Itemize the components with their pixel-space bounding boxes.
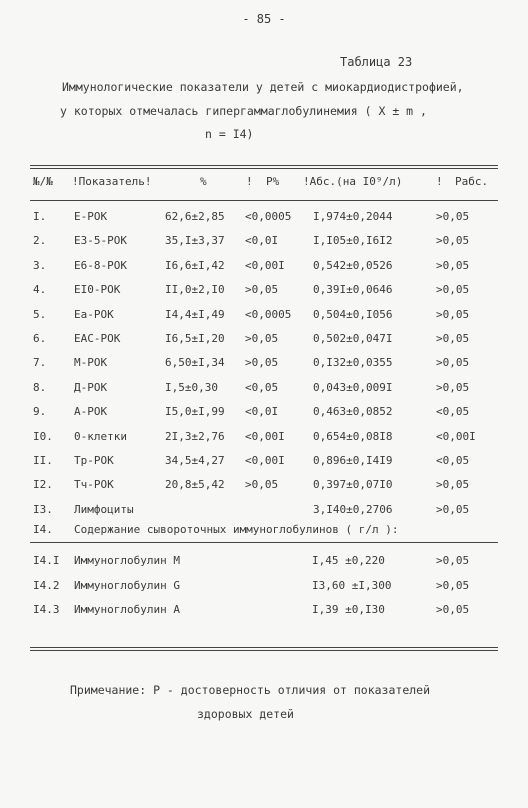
table-row xyxy=(0,356,528,372)
cell-abs: 0,39I±0,0646 xyxy=(313,283,393,297)
cell-pabs: <0,05 xyxy=(436,405,470,419)
table-row xyxy=(0,554,528,570)
table-top-rule-double xyxy=(30,168,498,169)
table-caption-line-2: у которых отмечалась гипергаммаглобулинемия ( X ± m , xyxy=(60,104,427,118)
header-separator: ! xyxy=(246,175,253,188)
cell-abs: I,45 ±0,220 xyxy=(312,554,385,567)
table-caption-line-3: n = I4) xyxy=(205,127,254,141)
cell-num: I0. xyxy=(33,429,53,443)
header-p-percent: P% xyxy=(266,175,280,188)
table-header-row xyxy=(0,175,528,191)
table-bottom-rule xyxy=(30,647,498,648)
cell-pabs: >0,05 xyxy=(436,356,470,370)
section-number: I4. xyxy=(33,523,53,536)
header-num: №/№ xyxy=(33,175,53,188)
table-row xyxy=(0,308,528,324)
cell-abs: 0,896±0,I4I9 xyxy=(313,454,393,467)
cell-p: <0,0I xyxy=(245,234,279,248)
page-number: - 85 - xyxy=(242,12,286,26)
cell-num: I4.I xyxy=(33,554,60,567)
cell-pabs: >0,05 xyxy=(436,283,470,297)
header-percent: % xyxy=(200,175,207,188)
table-bottom-rule-double xyxy=(30,650,498,651)
cell-pct: 34,5±4,27 xyxy=(165,454,225,467)
cell-name: Иммуноглобулин G xyxy=(74,578,180,592)
cell-name: А-РОК xyxy=(74,405,108,419)
cell-abs: I,39 ±0,I30 xyxy=(312,603,385,616)
header-name: !Показатель! xyxy=(72,175,152,188)
cell-num: 4. xyxy=(33,283,47,297)
cell-p: >0,05 xyxy=(245,356,279,370)
cell-abs: 0,I32±0,0355 xyxy=(313,356,393,370)
cell-abs: 0,542±0,0526 xyxy=(313,258,393,272)
table-row xyxy=(0,579,528,595)
cell-num: 6. xyxy=(33,332,47,345)
table-row xyxy=(0,603,528,619)
cell-pct: 20,8±5,42 xyxy=(165,478,225,492)
cell-pct: I6,6±I,42 xyxy=(165,258,225,272)
cell-p: <0,05 xyxy=(245,380,279,394)
cell-p: <0,00I xyxy=(245,429,285,443)
cell-num: 8. xyxy=(33,380,47,394)
cell-num: I. xyxy=(33,210,47,223)
table-row xyxy=(0,381,528,397)
cell-name: Е3-5-РОК xyxy=(74,234,127,248)
cell-pct: I6,5±I,20 xyxy=(165,332,225,345)
cell-num: 2. xyxy=(33,234,47,248)
cell-name: Д-РОК xyxy=(74,380,108,394)
cell-pct: I4,4±I,49 xyxy=(165,307,225,321)
cell-p: <0,0I xyxy=(245,405,279,419)
footnote-line-1: Примечание: Р - достоверность отличия от показателей xyxy=(70,683,431,697)
cell-name: Тч-РОК xyxy=(74,478,114,492)
table-header-rule xyxy=(30,200,498,201)
cell-abs: 0,654±0,08I8 xyxy=(313,429,393,443)
cell-abs: 0,043±0,009I xyxy=(313,380,393,394)
table-row xyxy=(0,454,528,470)
section-row xyxy=(0,523,528,539)
cell-name: ЕАС-РОК xyxy=(74,332,121,345)
cell-num: I3. xyxy=(33,502,53,516)
cell-num: I4.2 xyxy=(33,578,60,592)
cell-pabs: >0,05 xyxy=(436,332,470,345)
cell-num: I4.3 xyxy=(33,603,60,616)
cell-pct: I,5±0,30 xyxy=(165,380,218,394)
cell-name: Е-РОК xyxy=(74,210,108,223)
cell-name: М-РОК xyxy=(74,356,108,370)
table-row xyxy=(0,259,528,275)
section-title: Содержание сывороточных иммуноглобулинов ( г/л ): xyxy=(74,523,399,536)
cell-num: I2. xyxy=(33,478,53,492)
cell-pabs: >0,05 xyxy=(436,380,470,394)
cell-pabs: >0,05 xyxy=(436,502,470,516)
cell-abs: 0,397±0,07I0 xyxy=(313,478,393,492)
cell-pct: 6,50±I,34 xyxy=(165,356,225,370)
cell-pabs: >0,05 xyxy=(436,603,470,616)
cell-name: ЕI0-РОК xyxy=(74,283,121,297)
cell-abs: I,974±0,2044 xyxy=(313,210,393,223)
cell-pabs: >0,05 xyxy=(436,554,470,567)
cell-name: Иммуноглобулин М xyxy=(74,554,180,567)
cell-p: <0,00I xyxy=(245,454,285,467)
table-row xyxy=(0,405,528,421)
header-absolute: !Абс.(на I0⁹/л) xyxy=(303,175,403,188)
cell-p: <0,0005 xyxy=(245,307,292,321)
cell-name: Е6-8-РОК xyxy=(74,258,127,272)
table-label: Таблица 23 xyxy=(340,55,413,69)
cell-num: 7. xyxy=(33,356,47,370)
header-separator: ! xyxy=(436,175,443,188)
cell-pct: I5,0±I,99 xyxy=(165,405,225,419)
cell-pabs: >0,05 xyxy=(436,258,470,272)
cell-abs: 0,502±0,047I xyxy=(313,332,393,345)
cell-p: <0,0005 xyxy=(245,210,292,223)
cell-pabs: >0,05 xyxy=(436,478,470,492)
table-caption-line-1: Иммунологические показатели у детей с миокардиодистрофией, xyxy=(62,80,464,94)
cell-pct: II,0±2,I0 xyxy=(165,283,225,297)
cell-name: Тр-РОК xyxy=(74,454,114,467)
cell-num: II. xyxy=(33,454,53,467)
table-row xyxy=(0,503,528,519)
table-row xyxy=(0,210,528,226)
table-row xyxy=(0,283,528,299)
table-top-rule xyxy=(30,165,498,166)
cell-p: <0,00I xyxy=(245,258,285,272)
table-row xyxy=(0,478,528,494)
cell-p: >0,05 xyxy=(245,332,279,345)
cell-pct: 62,6±2,85 xyxy=(165,210,225,223)
cell-name: Еа-РОК xyxy=(74,307,114,321)
cell-pct: 35,I±3,37 xyxy=(165,234,225,248)
footnote-line-2: здоровых детей xyxy=(197,707,294,721)
cell-p: >0,05 xyxy=(245,478,279,492)
table-row xyxy=(0,430,528,446)
table-row xyxy=(0,332,528,348)
cell-pabs: <0,05 xyxy=(436,454,470,467)
cell-num: 9. xyxy=(33,405,47,419)
cell-pabs: >0,05 xyxy=(436,210,470,223)
cell-p: >0,05 xyxy=(245,283,279,297)
cell-pabs: >0,05 xyxy=(436,234,470,248)
cell-num: 3. xyxy=(33,258,47,272)
cell-abs: 3,I40±0,2706 xyxy=(313,502,393,516)
cell-abs: 0,463±0,0852 xyxy=(313,405,393,419)
section-rule xyxy=(30,542,498,543)
cell-abs: I3,60 ±I,300 xyxy=(312,578,392,592)
cell-pabs: >0,05 xyxy=(436,307,470,321)
table-row xyxy=(0,234,528,250)
header-p-absolute: Pабс. xyxy=(455,175,489,188)
cell-name: Лимфоциты xyxy=(74,502,134,516)
cell-name: 0-клетки xyxy=(74,429,127,443)
cell-abs: I,I05±0,I6I2 xyxy=(313,234,393,248)
cell-pabs: >0,05 xyxy=(436,578,470,592)
cell-pabs: <0,00I xyxy=(436,429,476,443)
cell-abs: 0,504±0,I056 xyxy=(313,307,393,321)
cell-num: 5. xyxy=(33,307,47,321)
cell-pct: 2I,3±2,76 xyxy=(165,429,225,443)
cell-name: Иммуноглобулин А xyxy=(74,603,180,616)
